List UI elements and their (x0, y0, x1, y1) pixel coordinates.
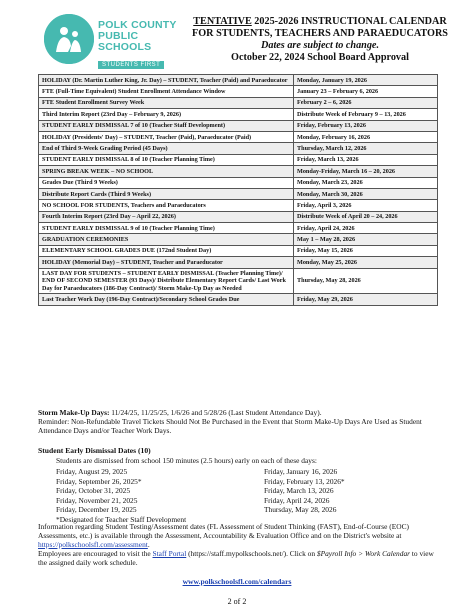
calendar-event-row (39, 75, 438, 86)
event-description: LAST DAY FOR STUDENTS – STUDENT EARLY DISMISSAL (Teacher Planning Time)/ END OF SECOND SEMESTER (93 Days)/ Distribute Elementary Report Cards/ Last Work Day for Paraeducators (186-Day Contract)/ Storm Make-Up Day as Needed (39, 268, 294, 294)
event-date: Monday, March 30, 2026 (294, 188, 438, 199)
early-dismissal-date: Friday, January 16, 2026 (264, 467, 338, 476)
event-date: February 2 – 6, 2026 (294, 97, 438, 108)
calendar-event-row (39, 177, 438, 188)
early-dismissal-date: Friday, February 13, 2026* (264, 476, 345, 486)
event-description: GRADUATION CEREMONIES (39, 234, 294, 245)
calendar-title: 2025-2026 INSTRUCTIONAL CALENDAR (251, 16, 447, 27)
event-description: FTE Student Enrollment Survey Week (39, 97, 294, 108)
event-date: Distribute Week of February 9 – 13, 2026 (294, 109, 438, 120)
event-description: STUDENT EARLY DISMISSAL 8 of 10 (Teacher Planning Time) (39, 154, 294, 165)
logo-emblem-icon (44, 14, 94, 64)
early-dismissal-date: Friday, December 19, 2025 (56, 505, 137, 515)
event-date: Thursday, May 28, 2026 (294, 268, 438, 294)
employee-info-pre: Employees are encouraged to visit the (38, 549, 153, 558)
logo-line-1: POLK COUNTY (98, 19, 177, 31)
event-date: Monday, January 19, 2026 (294, 75, 438, 86)
calendar-event-row (39, 223, 438, 234)
work-calendar-path: $Payroll Info > Work Calendar (316, 549, 411, 558)
event-date: Friday, March 13, 2026 (294, 154, 438, 165)
calendar-header (190, 16, 450, 64)
event-description: Last Teacher Work Day (196-Day Contract)/Secondary School Grades Due (39, 294, 294, 305)
storm-makeup-section (38, 408, 438, 435)
calendar-title-line-2: FOR STUDENTS, TEACHERS AND PARAEDUCATORS (192, 28, 448, 39)
early-dismissal-date: Friday, October 31, 2025 (56, 486, 131, 496)
storm-dates: 11/24/25, 11/25/25, 1/6/26 and 5/28/26 (Last Student Attendance Day). (109, 408, 322, 417)
early-dismissal-date: *Designated for Teacher Staff Development (56, 514, 187, 524)
calendar-event-row (39, 234, 438, 245)
logo-line-2: PUBLIC SCHOOLS (98, 30, 152, 53)
calendar-event-row (39, 257, 438, 268)
event-description: HOLIDAY (Dr. Martin Luther King, Jr. Day) – STUDENT, Teacher (Paid) and Paraeducator (39, 75, 294, 86)
calendar-event-row (39, 166, 438, 177)
early-dismissal-date: Friday, August 29, 2025 (56, 467, 128, 476)
event-description: HOLIDAY (Memorial Day) – STUDENT, Teacher and Paraeducator (39, 257, 294, 268)
logo-tagline: STUDENTS FIRST (98, 61, 164, 69)
approval-date: October 22, 2024 School Board Approval (231, 52, 409, 63)
event-description: Distribute Report Cards (Third 9 Weeks) (39, 188, 294, 199)
event-date: Friday, May 15, 2026 (294, 245, 438, 256)
event-date: Thursday, March 12, 2026 (294, 143, 438, 154)
calendar-subtitle: Dates are subject to change. (261, 40, 379, 51)
calendar-event-row (39, 86, 438, 97)
staff-portal-url: (https://staff.mypolkschools.net/) (186, 549, 287, 558)
page-number: 2 of 2 (227, 597, 247, 606)
event-date: Friday, April 3, 2026 (294, 200, 438, 211)
event-date: Friday, May 29, 2026 (294, 294, 438, 305)
event-description: HOLIDAY (Presidents' Day) – STUDENT, Teacher (Paid), Paraeducator (Paid) (39, 131, 294, 142)
calendar-event-row (39, 143, 438, 154)
calendar-event-row (39, 188, 438, 199)
staff-portal-link[interactable]: Staff Portal (152, 549, 187, 558)
event-description: Fourth Interim Report (23rd Day – April 22, 2026) (39, 211, 294, 222)
event-description: STUDENT EARLY DISMISSAL 9 of 10 (Teacher Planning Time) (39, 223, 294, 234)
calendars-site-link[interactable]: www.polkschoolsfl.com/calendars (182, 577, 292, 586)
early-dismissal-list-fall (56, 467, 186, 525)
event-date: Monday, March 23, 2026 (294, 177, 438, 188)
employee-info (38, 549, 438, 567)
event-date: Monday-Friday, March 16 – 20, 2026 (294, 166, 438, 177)
event-date: Monday, May 25, 2026 (294, 257, 438, 268)
calendar-event-row (39, 131, 438, 142)
early-dismissal-date: Friday, September 26, 2025* (56, 476, 142, 486)
calendar-event-row (39, 120, 438, 131)
calendar-event-row (39, 245, 438, 256)
calendar-event-row (39, 268, 438, 294)
event-date: Friday, April 24, 2026 (294, 223, 438, 234)
calendar-event-row (39, 211, 438, 222)
early-dismissal-date: Thursday, May 28, 2026 (264, 505, 337, 515)
calendar-event-row (39, 294, 438, 305)
assessment-info-text: Information regarding Student Testing/Assessment dates (FL Assessment of Student Thinking (FAST), End-of-Course (EOC) Assessments, etc.) is available through the Assessment, Accountability & Evaluation Office and on the District's website at (38, 522, 409, 540)
calendar-event-row (39, 154, 438, 165)
event-description: Grades Due (Third 9 Weeks) (39, 177, 294, 188)
district-logo (44, 14, 179, 66)
tentative-label: TENTATIVE (193, 16, 252, 27)
event-description: NO SCHOOL FOR STUDENTS, Teachers and Paraeducators (39, 200, 294, 211)
assessment-link[interactable]: https://polkschoolsfl.com/assessment (38, 540, 148, 549)
event-description: Third Interim Report (23rd Day – February 9, 2026) (39, 109, 294, 120)
event-date: Distribute Week of April 20 – 24, 2026 (294, 211, 438, 222)
calendar-event-row (39, 109, 438, 120)
early-dismissal-date: Friday, April 24, 2026 (264, 495, 330, 505)
early-dismissal-list-spring (264, 467, 345, 515)
event-description: ELEMENTARY SCHOOL GRADES DUE (172nd Student Day) (39, 245, 294, 256)
early-dismissal-intro: Students are dismissed from school 150 minutes (2.5 hours) early on each of these days: (56, 456, 317, 465)
event-description: FTE (Full-Time Equivalent) Student Enrollment Attendance Window (39, 86, 294, 97)
calendar-event-row (39, 97, 438, 108)
employee-info-mid: . Click on (286, 549, 317, 558)
early-dismissal-title: Student Early Dismissal Dates (10) (38, 446, 151, 455)
storm-label: Storm Make-Up Days: (38, 408, 110, 417)
assessment-info (38, 522, 438, 549)
event-date: May 1 – May 28, 2026 (294, 234, 438, 245)
event-description: End of Third 9-Week Grading Period (45 Days) (39, 143, 294, 154)
event-description: SPRING BREAK WEEK – NO SCHOOL (39, 166, 294, 177)
calendar-event-row (39, 200, 438, 211)
calendar-events-table (38, 74, 438, 306)
storm-reminder: Reminder: Non-Refundable Travel Tickets Should Not Be Purchased in the Event that Storm Make-Up Days Are Used as Student Attendance Days and/or Teacher Work Days. (38, 417, 422, 435)
event-date: Friday, February 13, 2026 (294, 120, 438, 131)
event-date: January 23 – February 6, 2026 (294, 86, 438, 97)
event-date: Monday, February 16, 2026 (294, 131, 438, 142)
calendars-site-link-wrap (0, 577, 474, 586)
event-description: STUDENT EARLY DISMISSAL 7 of 10 (Teacher Staff Development) (39, 120, 294, 131)
employee-info-post: to view the assigned daily work schedule. (38, 549, 434, 567)
assessment-info-end: . (147, 540, 150, 549)
early-dismissal-date: Friday, November 21, 2025 (56, 495, 138, 505)
early-dismissal-date: Friday, March 13, 2026 (264, 486, 334, 496)
